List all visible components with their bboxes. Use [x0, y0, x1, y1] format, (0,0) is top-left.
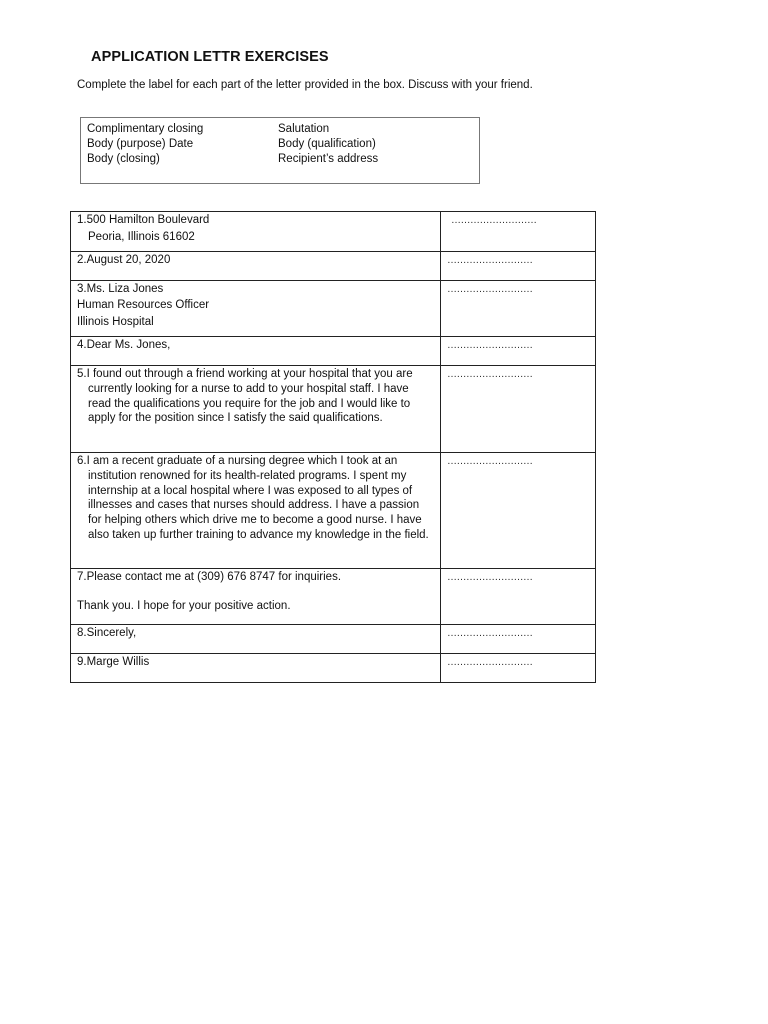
word-box-left-column — [87, 122, 203, 167]
letter-part-cell — [71, 280, 441, 336]
letter-part-cell — [71, 569, 441, 625]
letter-part-cell — [71, 453, 441, 569]
label-blank-cell[interactable] — [441, 337, 596, 366]
letter-line: 2.August 20, 2020 — [77, 253, 171, 266]
word-box-item: Body (closing) — [87, 153, 160, 165]
label-blank[interactable]: ……………………… — [447, 369, 533, 381]
word-box-item: Recipient’s address — [278, 153, 379, 165]
table-row — [71, 212, 596, 252]
letter-line: 4.Dear Ms. Jones, — [77, 339, 171, 352]
table-row — [71, 654, 596, 683]
letter-line: 8.Sincerely, — [77, 627, 137, 640]
word-box-right-column — [278, 122, 378, 167]
letter-line: 7.Please contact me at (309) 676 8747 for inquiries. — [77, 571, 342, 584]
label-blank[interactable]: ……………………… — [447, 340, 533, 352]
table-row — [71, 337, 596, 366]
label-blank-cell[interactable] — [441, 366, 596, 453]
label-blank[interactable]: ……………………… — [447, 254, 533, 266]
table-row — [71, 251, 596, 280]
instruction-text: Complete the label for each part of the letter provided in the box. Discuss with your friend. — [77, 79, 533, 91]
letter-line: 1.500 Hamilton Boulevard — [77, 214, 210, 226]
letter-part-cell — [71, 654, 441, 683]
page-title: APPLICATION LETTR EXERCISES — [91, 49, 329, 65]
table-row — [71, 625, 596, 654]
table-row — [71, 453, 596, 569]
letter-line: 3.Ms. Liza Jones — [77, 282, 164, 295]
label-blank[interactable]: ……………………… — [451, 215, 537, 226]
label-blank[interactable]: ……………………… — [447, 456, 533, 468]
letter-paragraph: 6.I am a recent graduate of a nursing degree which I took at an institution renowned for its health-related programs. I spent my internship at a local hospital where I was exposed to all types of illnesses and cases that nurses should address. I have a passion for helping others which drive me to become a good nurse. I have also taken up further training to advance my knowledge in the field. — [77, 455, 429, 541]
label-blank-cell[interactable] — [441, 569, 596, 625]
label-blank-cell[interactable] — [441, 654, 596, 683]
letter-line: 9.Marge Willis — [77, 656, 150, 669]
letter-line: Thank you. I hope for your positive action. — [77, 599, 291, 612]
label-blank[interactable]: ……………………… — [447, 628, 533, 640]
label-blank-cell[interactable] — [441, 453, 596, 569]
letter-line: Peoria, Illinois 61602 — [88, 230, 195, 243]
letter-part-cell — [71, 625, 441, 654]
table-row — [71, 569, 596, 625]
table-row — [71, 366, 596, 453]
letter-part-cell — [71, 251, 441, 280]
label-blank[interactable]: ……………………… — [447, 572, 533, 584]
label-blank[interactable]: ……………………… — [447, 657, 533, 669]
word-box-item: Salutation — [278, 123, 330, 135]
label-blank-cell[interactable] — [441, 280, 596, 336]
letter-part-cell — [71, 366, 441, 453]
letter-part-cell — [71, 337, 441, 366]
word-box-item: Complimentary closing — [87, 123, 204, 135]
letter-line: Illinois Hospital — [77, 316, 154, 329]
letter-paragraph: 5.I found out through a friend working at your hospital that you are currently looking for a nurse to add to your hospital staff. I have read the qualifications you require for the job and I would like to apply for the position since I satisfy the said qualifications. — [77, 368, 413, 425]
label-blank-cell[interactable] — [441, 212, 596, 252]
letter-table — [70, 211, 596, 683]
word-box-item: Body (purpose) Date — [87, 138, 194, 150]
table-row — [71, 280, 596, 336]
word-box — [80, 117, 480, 184]
word-box-item: Body (qualification) — [278, 138, 376, 150]
label-blank[interactable]: ……………………… — [447, 283, 533, 295]
label-blank-cell[interactable] — [441, 625, 596, 654]
label-blank-cell[interactable] — [441, 251, 596, 280]
letter-part-cell — [71, 212, 441, 252]
letter-line: Human Resources Officer — [77, 299, 210, 312]
